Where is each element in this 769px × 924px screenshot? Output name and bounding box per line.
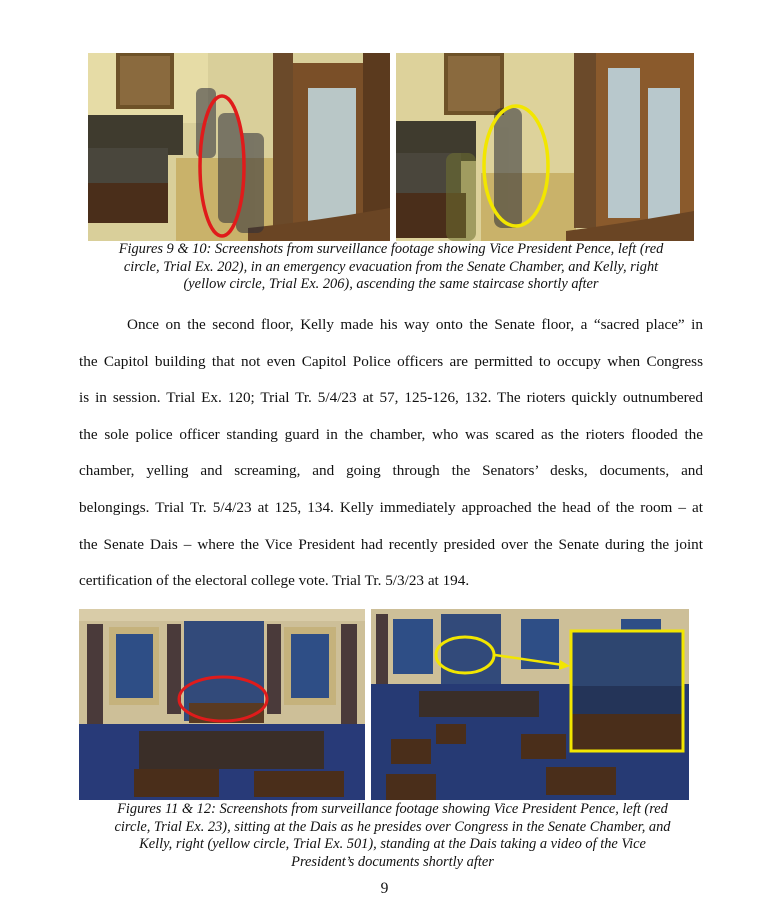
- figures-9-10-caption: [80, 241, 702, 294]
- body-paragraph: [79, 307, 703, 600]
- figures-11-12-caption: [78, 801, 707, 871]
- caption-line: Kelly, right (yellow circle, Trial Ex. 501), standing at the Dais taking a video of the Vice: [139, 836, 646, 853]
- paragraph-line: is in session. Trial Ex. 120; Trial Tr. 5/4/23 at 57, 125-126, 132. The rioters quickly outnumbered: [79, 389, 703, 407]
- caption-line: President’s documents shortly after: [291, 853, 494, 870]
- figure-9-image: [88, 53, 390, 241]
- caption-line: circle, Trial Ex. 23), sitting at the Dais as he presides over Congress in the Senate Chamber, and: [114, 818, 671, 835]
- figure-12-image: [371, 609, 689, 800]
- caption-line: Figures 11 & 12: Screenshots from surveillance footage showing Vice President Pence, left (red: [117, 801, 668, 817]
- enlarged-inset: [571, 631, 683, 751]
- caption-line: Figures 9 & 10: Screenshots from surveillance footage showing Vice President Pence, left (red: [118, 241, 664, 257]
- page-number: 9: [380, 880, 389, 897]
- senate-chamber-scene-graphic: [79, 609, 365, 800]
- staircase-scene-graphic: [88, 53, 390, 241]
- paragraph-line: the Capitol building that not even Capitol Police officers are permitted to occupy when Congress: [79, 352, 703, 370]
- paragraph-line: Once on the second floor, Kelly made his way onto the Senate floor, a “sacred place” in: [127, 316, 703, 333]
- figure-10-image: [396, 53, 694, 241]
- figure-11-image: [79, 609, 365, 800]
- paragraph-line: chamber, yelling and screaming, and going through the Senators’ desks, documents, and: [79, 462, 703, 480]
- staircase-scene-graphic: [396, 53, 694, 241]
- paragraph-line: certification of the electoral college vote. Trial Tr. 5/3/23 at 194.: [79, 572, 470, 590]
- paragraph-line: belongings. Trial Tr. 5/4/23 at 125, 134. Kelly immediately approached the head of the room – at: [79, 498, 703, 516]
- caption-line: (yellow circle, Trial Ex. 206), ascending the same staircase shortly after: [183, 276, 599, 293]
- caption-line: circle, Trial Ex. 202), in an emergency evacuation from the Senate Chamber, and Kelly, right: [123, 258, 659, 275]
- paragraph-line: the Senate Dais – where the Vice President had recently presided over the Senate during the joint: [79, 535, 703, 553]
- senate-chamber-scene-graphic: [371, 609, 689, 800]
- paragraph-line: the sole police officer standing guard in the chamber, who was scared as the rioters flooded the: [79, 425, 703, 443]
